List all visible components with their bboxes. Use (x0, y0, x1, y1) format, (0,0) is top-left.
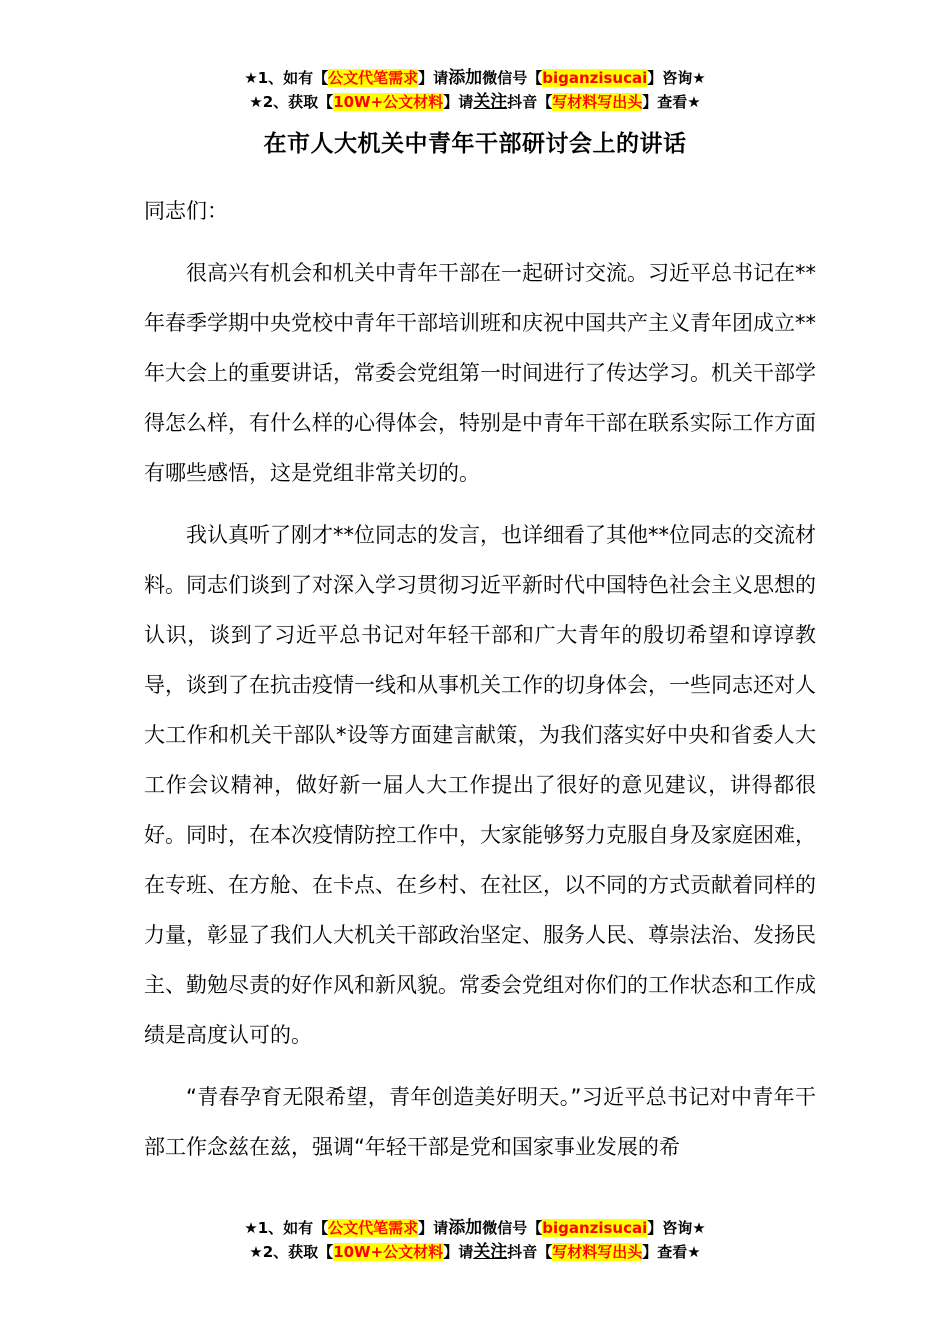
highlight-service: 公文代笔需求 (328, 69, 419, 87)
header-banner (0, 66, 950, 114)
highlight-wechat-id: biganzisucai (542, 1219, 648, 1237)
highlight-douyin-account: 写材料写出头 (552, 93, 643, 111)
highlight-service: 公文代笔需求 (328, 1219, 419, 1237)
paragraph: 我认真听了刚才**位同志的发言，也详细看了其他**位同志的交流材料。同志们谈到了对深入学习贯彻习近平新时代中国特色社会主义思想的认识，谈到了习近平总书记对年轻干部和广大青年的殷切希望和谆谆教导，谈到了在抗击疫情一线和从事机关工作的切身体会，一些同志还对人大工作和机关干部队*设等方面建言献策，为我们落实好中央和省委人大工作会议精神，做好新一届人大工作提出了很好的意见建议，讲得都很好。同时，在本次疫情防控工作中，大家能够努力克服自身及家庭困难，在专班、在方舱、在卡点、在乡村、在社区，以不同的方式贡献着同样的力量，彰显了我们人大机关干部政治坚定、服务人民、尊崇法治、发扬民主、勤勉尽责的好作风和新风貌。常委会党组对你们的工作状态和工作成绩是高度认可的。 (144, 523, 816, 1047)
document-title: 在市人大机关中青年干部研讨会上的讲话 (263, 131, 687, 157)
highlight-douyin-account: 写材料写出头 (552, 1243, 643, 1261)
highlight-materials: 10W+公文材料 (333, 1243, 444, 1261)
banner-line-1: ★1、如有【公文代笔需求】请添加微信号【biganzisucai】咨询★ (244, 1218, 706, 1238)
paragraph: 很高兴有机会和机关中青年干部在一起研讨交流。习近平总书记在**年春季学期中央党校中青年干部培训班和庆祝中国共产主义青年团成立**年大会上的重要讲话，常委会党组第一时间进行了传达学习。机关干部学得怎么样，有什么样的心得体会，特别是中青年干部在联系实际工作方面有哪些感悟，这是党组非常关切的。 (144, 261, 816, 485)
banner-line-1: ★1、如有【公文代笔需求】请添加微信号【biganzisucai】咨询★ (244, 68, 706, 88)
footer-banner (0, 1216, 950, 1264)
banner-line-2: ★2、获取【10W+公文材料】请关注抖音【写材料写出头】查看★ (249, 92, 701, 112)
highlight-wechat-id: biganzisucai (542, 69, 648, 87)
highlight-materials: 10W+公文材料 (333, 93, 444, 111)
document-body (144, 186, 816, 1184)
salutation: 同志们： (144, 199, 228, 223)
paragraph: “青春孕育无限希望，青年创造美好明天。”习近平总书记对中青年干部工作念兹在兹，强调“年轻干部是党和国家事业发展的希 (144, 1085, 816, 1159)
banner-line-2: ★2、获取【10W+公文材料】请关注抖音【写材料写出头】查看★ (249, 1242, 701, 1262)
